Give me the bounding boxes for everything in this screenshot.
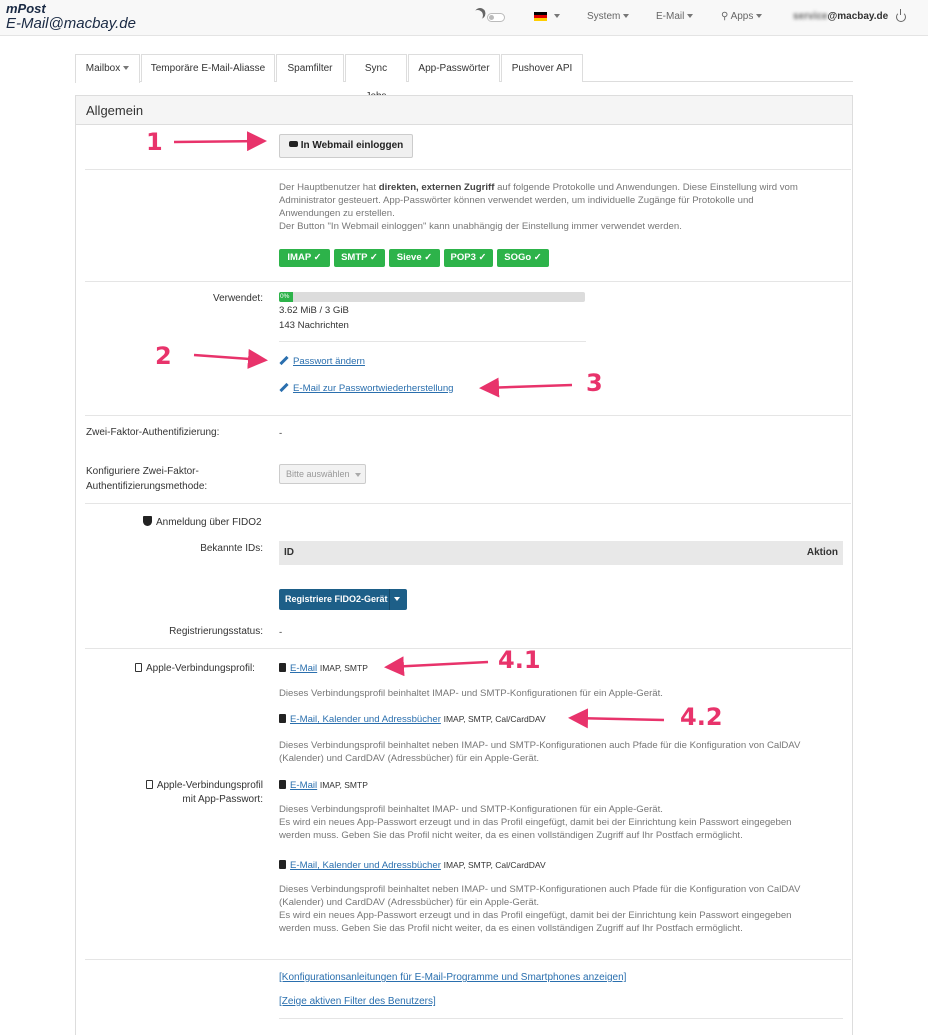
- active-filters-label: [Zeige aktiven Filter des Benutzers]: [279, 996, 436, 1007]
- usage-label: Verwendet:: [212, 293, 263, 304]
- quota-progress-fill: 0%: [279, 292, 293, 302]
- top-navbar: [0, 0, 928, 36]
- apple-full-profile: [279, 713, 546, 726]
- apple-app-full-desc-2: (Kalender) und CardDAV (Adressbücher) für ein Apple-Gerät.: [279, 897, 540, 908]
- chevron-down-icon[interactable]: [394, 597, 400, 601]
- pencil-icon: [279, 356, 288, 365]
- tab-label: Spamfilter: [287, 63, 333, 74]
- apple-full-desc-2: (Kalender) und CardDAV (Adressbücher) für ein Apple-Gerät.: [279, 753, 540, 764]
- apple-full-link[interactable]: E-Mail, Kalender und Adressbücher: [290, 714, 441, 725]
- language-dropdown-caret[interactable]: [551, 11, 560, 22]
- apple-app-full-desc-4: werden muss. Geben Sie das Profil nicht weiter, da es einen vollständigen Zugriff auf Ihr Postfach ermöglicht.: [279, 923, 743, 934]
- apple-app-full-desc-3: Es wird ein neues App-Passwort erzeugt und in das Profil eingefügt, damit bei der Einrichtung kein Passwort eingegeben: [279, 910, 792, 921]
- twofa-label: Zwei-Faktor-Authentifizierung:: [86, 427, 220, 438]
- apple-full-suffix: IMAP, SMTP, Cal/CardDAV: [443, 714, 546, 724]
- tab-label: Sync: [364, 63, 388, 74]
- access-text-c: auf folgende Protokolle und Anwendungen. Diese Einstellung wird vom: [494, 182, 798, 193]
- access-text-a: Der Hauptbenutzer hat: [279, 182, 379, 193]
- fido-title: [143, 516, 262, 529]
- link-icon: ⚲: [721, 11, 729, 22]
- active-filters-link[interactable]: [279, 995, 436, 1008]
- file-icon: [279, 780, 286, 789]
- divider: [279, 341, 586, 342]
- tab-pushover-api[interactable]: [501, 54, 583, 82]
- apple-profile-label: [135, 662, 255, 675]
- user-visible-part: @macbay.de: [827, 11, 889, 22]
- tab-mailbox[interactable]: [75, 54, 140, 83]
- change-password-link[interactable]: [279, 355, 365, 368]
- divider: [85, 648, 851, 649]
- button-separator: [389, 589, 390, 610]
- apple-app-full-desc-1: Dieses Verbindungsprofil beinhaltet neben IMAP- und SMTP-Konfigurationen auch Pfade für die Konfiguration von CalDAV: [279, 884, 801, 895]
- apple-full-desc-1: Dieses Verbindungsprofil beinhaltet neben IMAP- und SMTP-Konfigurationen auch Pfade für die Konfiguration von CalDAV: [279, 740, 801, 751]
- badge-sieve: Sieve ✓: [389, 249, 440, 267]
- file-icon: [146, 780, 153, 789]
- tab-bar: [75, 54, 853, 82]
- tab-sync-jobs[interactable]: [345, 54, 407, 82]
- tab-temp-aliases[interactable]: [141, 54, 275, 82]
- user-blurred-part: service: [793, 11, 828, 22]
- file-icon: [279, 663, 286, 672]
- register-fido-button[interactable]: [279, 589, 407, 610]
- tab-label: Mailbox: [85, 63, 121, 74]
- apple-email-desc: Dieses Verbindungsprofil beinhaltet IMAP- und SMTP-Konfigurationen für ein Apple-Gerät.: [279, 688, 663, 699]
- apple-app-email-suffix: IMAP, SMTP: [319, 780, 368, 790]
- twofa-value: -: [279, 428, 283, 439]
- apple-app-email-desc-2: Es wird ein neues App-Passwort erzeugt und in das Profil eingefügt, damit bei der Einrichtung kein Passwort eingegeben: [279, 817, 792, 828]
- nav-email-label: E-Mail: [656, 11, 685, 22]
- nav-email[interactable]: [656, 11, 693, 22]
- recovery-email-link[interactable]: [279, 382, 454, 395]
- german-flag-icon[interactable]: [534, 12, 547, 21]
- apple-app-email-desc-3: werden muss. Geben Sie das Profil nicht weiter, da es einen vollständigen Zugriff auf Ihr Postfach ermöglicht.: [279, 830, 743, 841]
- apple-email-suffix: IMAP, SMTP: [319, 663, 368, 673]
- brand-logo[interactable]: [6, 2, 136, 31]
- nav-system-label: System: [587, 11, 621, 22]
- register-fido-label: Registriere FIDO2-Gerät: [285, 594, 388, 604]
- badge-pop3: POP3 ✓: [444, 249, 493, 267]
- file-icon: [279, 860, 286, 869]
- access-text-bold: direkten, externen Zugriff: [378, 182, 495, 193]
- twofa-configure-label-1: Konfiguriere Zwei-Faktor-: [86, 466, 199, 477]
- moon-icon: [470, 8, 484, 22]
- file-icon: [135, 663, 142, 672]
- registration-status-label: Registrierungsstatus:: [169, 626, 263, 637]
- divider: [85, 503, 851, 504]
- brand-line-2: E-Mail@macbay.de: [6, 15, 136, 32]
- badge-sogo: SOGo ✓: [497, 249, 549, 267]
- divider: [85, 169, 851, 170]
- col-id: ID: [284, 547, 294, 558]
- col-action: Aktion: [806, 547, 838, 558]
- annotation-2: 2: [155, 342, 172, 370]
- registration-status-value: -: [279, 627, 283, 638]
- known-ids-label: Bekannte IDs:: [200, 543, 263, 554]
- annotation-4-1: 4.1: [498, 646, 541, 674]
- apple-app-full-suffix: IMAP, SMTP, Cal/CardDAV: [443, 860, 546, 870]
- annotation-4-2: 4.2: [680, 703, 723, 731]
- message-count: 143 Nachrichten: [279, 320, 349, 331]
- apple-app-email-desc-1: Dieses Verbindungsprofil beinhaltet IMAP- und SMTP-Konfigurationen für ein Apple-Gerät.: [279, 804, 663, 815]
- annotation-1: 1: [146, 128, 163, 156]
- apple-app-profile-label: [83, 779, 263, 807]
- divider: [279, 1018, 843, 1019]
- twofa-method-select[interactable]: [279, 464, 366, 484]
- badge-imap: IMAP ✓: [279, 249, 330, 267]
- power-icon[interactable]: [896, 12, 906, 22]
- apple-email-profile: [279, 662, 368, 675]
- divider: [85, 959, 851, 960]
- file-icon: [279, 714, 286, 723]
- chevron-down-icon: [687, 14, 693, 18]
- divider: [85, 415, 851, 416]
- apple-app-email-profile: [279, 779, 368, 792]
- tab-label: App-Passwörter: [418, 63, 490, 74]
- nav-user[interactable]: [793, 11, 888, 22]
- twofa-configure-label: [86, 464, 207, 494]
- panel-header: [76, 96, 852, 125]
- tab-spamfilter[interactable]: [276, 54, 344, 82]
- fido-table-header: [279, 541, 843, 565]
- quota-size: 3.62 MiB / 3 GiB: [279, 305, 349, 316]
- nav-system[interactable]: [587, 11, 629, 22]
- chevron-down-icon: [756, 14, 762, 18]
- apple-app-full-link[interactable]: E-Mail, Kalender und Adressbücher: [290, 860, 441, 871]
- access-text-webmail-note: Der Button "In Webmail einloggen" kann unabhängig der Einstellung immer verwendet werden.: [279, 221, 682, 232]
- apple-app-full-desc: [279, 883, 800, 935]
- tab-label: Temporäre E-Mail-Aliasse: [150, 63, 266, 74]
- apple-app-label-2: mit App-Passwort:: [182, 794, 263, 805]
- dark-mode-toggle[interactable]: [487, 13, 505, 22]
- apple-full-desc: [279, 739, 800, 765]
- apple-app-email-desc: [279, 803, 792, 842]
- webmail-login-button[interactable]: [279, 134, 413, 158]
- apple-app-label-1: Apple-Verbindungsprofil: [156, 780, 263, 791]
- chevron-down-icon: [123, 66, 129, 70]
- annotation-3: 3: [586, 369, 603, 397]
- tab-app-passwords[interactable]: [408, 54, 500, 82]
- badge-smtp: SMTP ✓: [334, 249, 385, 267]
- fido-title-label: Anmeldung über FIDO2: [156, 517, 262, 528]
- apple-email-link[interactable]: E-Mail: [290, 663, 318, 674]
- access-description: [279, 181, 845, 233]
- apple-app-email-link[interactable]: E-Mail: [290, 780, 318, 791]
- shield-icon: [143, 516, 152, 526]
- nav-apps-label: Apps: [730, 11, 754, 22]
- apple-app-full-profile: [279, 859, 546, 872]
- access-text-e: Anwendungen zu erstellen.: [279, 208, 395, 219]
- inbox-icon: [289, 141, 298, 147]
- tab-label: Pushover API: [511, 63, 573, 74]
- access-text-d: Administrator gesteuert. App-Passwörter können verwendet werden, um individuelle Zugänge für Protokolle und: [279, 195, 754, 206]
- panel-title: Allgemein: [86, 103, 144, 118]
- pencil-icon: [279, 383, 288, 392]
- select-placeholder: Bitte auswählen: [286, 469, 350, 479]
- chevron-down-icon: [355, 473, 361, 477]
- brand-line-1: mPost: [6, 1, 46, 16]
- change-password-label: Passwort ändern: [293, 356, 365, 367]
- config-guides-label: [Konfigurationsanleitungen für E-Mail-Programme und Smartphones anzeigen]: [279, 972, 627, 983]
- quota-progress-bar: [279, 292, 585, 302]
- config-guides-link[interactable]: [279, 971, 626, 984]
- nav-apps[interactable]: [721, 11, 762, 22]
- divider: [85, 281, 851, 282]
- webmail-button-label: In Webmail einloggen: [300, 140, 404, 151]
- chevron-down-icon: [623, 14, 629, 18]
- twofa-configure-label-2: Authentifizierungsmethode:: [86, 481, 208, 492]
- recovery-email-label: E-Mail zur Passwortwiederherstellung: [293, 383, 454, 394]
- apple-profile-label-text: Apple-Verbindungsprofil:: [146, 663, 255, 674]
